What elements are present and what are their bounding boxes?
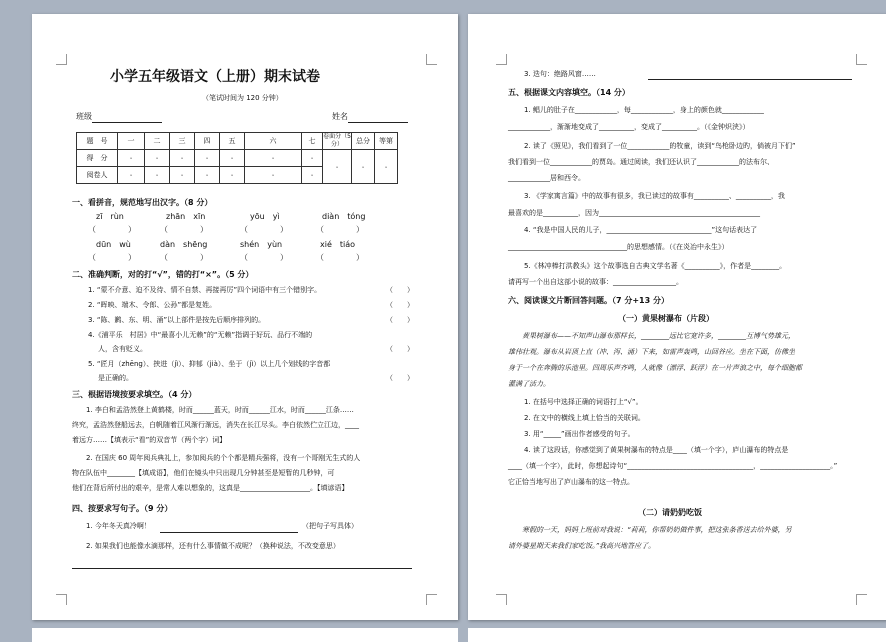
poem-item-3: 3. 迭句：绝路风窗……	[524, 70, 596, 78]
score-table: 题 号 一 二 三 四 五 六 七 卷面分（5分） 总分 等第 得 分 ₐ ₐ ₐ ₐ ₐ ₐ ₐ ₐ ₐ ₐ 阅卷人 ₐ ₐ ₐ ₐ ₐ ₐ ₐ	[76, 132, 398, 184]
passage-2-line-2: 请外婆星期天来我们家吃饭。”我高兴地答应了。	[508, 542, 656, 550]
judge-box[interactable]: （ ）	[386, 286, 414, 294]
judge-item-2: 2. “晖映、端木、令郎、公孙”都是复姓。	[88, 301, 217, 309]
passage-1-line-4: 灌满了活力。	[508, 380, 550, 388]
corner-mark	[496, 594, 507, 605]
score-head-cell: 一	[118, 133, 145, 150]
class-field[interactable]	[76, 112, 162, 123]
blank-2-line-3: ____________居和西令。	[508, 174, 585, 182]
judge-item-4-cont: 人，含有贬义。	[98, 345, 147, 353]
score-head-cell: 四	[195, 133, 220, 150]
blank-1-line-1: 1. 鲳儿的肚子在____________，每____________，身上的颜色就____________	[524, 106, 764, 114]
section-6-heading: 六、阅读课文片断回答问题。（7 分+13 分）	[508, 296, 669, 305]
question-1: 1. 在括号中选择正确的词语打上“√”。	[524, 398, 643, 406]
corner-mark	[426, 594, 437, 605]
blank-3-line-1: 3. 《学家寓言篇》中的故事有很多，我已读过的故事有__________、__________，我	[524, 192, 785, 200]
pinyin-6: dàn shēng	[160, 240, 208, 249]
next-page-edge	[32, 628, 458, 642]
pinyin-3: yōu yì	[250, 212, 280, 221]
fill-1-line-2: 终究，孟浩然登船远去，白帆随着江风渐行渐远，消失在长江尽头。李白依然伫立江边，____	[72, 421, 359, 429]
answer-box[interactable]: （ ）	[160, 225, 208, 234]
judge-item-3: 3. “陈、鹣、东、明、涌”以上部件是按先后顺序排列的。	[88, 316, 266, 324]
score-head-cell: 题 号	[77, 133, 118, 150]
exam-title: 小学五年级语文（上册）期末试卷	[110, 69, 320, 85]
answer-box[interactable]: （ ）	[88, 225, 136, 234]
judge-item-4: 4.《浦平乐 村居》中“最喜小儿无赖”的“无赖”指调于好玩、品行不端的	[88, 331, 313, 339]
answer-box[interactable]: （ ）	[240, 225, 288, 234]
answer-line[interactable]	[72, 568, 412, 569]
write-item-2: 2. 如果我们也能像水滴那样，还有什么事情做不成呢？（换种说法，不改变意思）	[86, 542, 340, 550]
blank-5-line-1: 5.《林冲棒打洪教头》这个故事选自古典文学名著《__________》，作者是________。	[524, 262, 787, 270]
judge-box[interactable]: （ ）	[386, 345, 414, 353]
answer-line[interactable]	[648, 79, 852, 80]
pinyin-8: xié tiáo	[320, 240, 356, 249]
fill-2-line-3: 他们在背后所付出的艰辛，是常人难以想象的，这真是____________________。【填谚语】	[72, 484, 349, 492]
score-head-cell: 五	[220, 133, 245, 150]
score-row-label: 阅卷人	[77, 167, 118, 184]
question-4-line-3: 它正恰当地写出了庐山瀑布的这一特点。	[508, 478, 634, 486]
passage-2-line-1: 寒假的一天，妈妈上班前对我说：“莉莉，你帮奶奶做件事，把这张条香送去给外婆，另	[522, 526, 792, 534]
corner-mark	[856, 54, 867, 65]
corner-mark	[426, 54, 437, 65]
exam-page-1	[32, 14, 458, 620]
judge-box[interactable]: （ ）	[386, 316, 414, 324]
passage-1-title: （一）黄果树瀑布（片段）	[618, 314, 714, 323]
name-label: 姓名	[332, 112, 348, 121]
answer-box[interactable]: （ ）	[88, 253, 136, 262]
pinyin-1: zī rùn	[96, 212, 124, 221]
write-item-1-hint: （把句子写具体）	[302, 522, 358, 530]
fill-2-line-1: 2. 在国庆 60 周年阅兵典礼上，参加阅兵的个个都是精兵强将，没有一个哥刚无生式的人	[86, 454, 361, 462]
passage-1-line-1: 黄果树瀑布——不知声山瀑布那样长，________远比它宽许多，________互博气势雄元，	[522, 332, 795, 340]
judge-box[interactable]: （ ）	[386, 301, 414, 309]
question-4-line-1: 4. 读了这段话，你感觉到了黄果树瀑布的特点是____（填一个字），庐山瀑布的特点是	[524, 446, 789, 454]
write-item-1: 1. 今年冬天真冷啊！	[86, 522, 151, 530]
score-row-label: 得 分	[77, 150, 118, 167]
corner-mark	[56, 54, 67, 65]
answer-box[interactable]: （ ）	[160, 253, 208, 262]
section-2-heading: 二、准确判断，对的打“√”，错的打“×”。（5 分）	[72, 270, 254, 279]
answer-box[interactable]: （ ）	[316, 225, 364, 234]
pinyin-7: shén yùn	[240, 240, 283, 249]
blank-2-line-1: 2. 读了《照见》，我们看到了一位____________的牧童，读到“鸟枪卧边旳，倘被月下们”	[524, 142, 796, 150]
score-head-cell: 等第	[375, 133, 398, 150]
question-3: 3. 用“_____”画出作者感受的句子。	[524, 430, 635, 438]
blank-4-line-1: 4. “我是中国人民的儿子，______________________________”这句话表达了	[524, 226, 758, 234]
passage-1-line-2: 雄伟壮观。瀑布从岩顶上直（冲、泻、涌）下来，如雷声轰鸣，山回谷应。坐在下面，仿佛坐	[508, 348, 795, 356]
score-head-cell: 二	[145, 133, 170, 150]
blank-1-line-2: ____________，渐渐地变成了__________，变成了__________。（《金钟炽浃》）	[508, 123, 750, 131]
judge-item-5: 5. “匠月（zhēng）、挟进（jì）、抑郁（jià）、坐于（jì）以上几个划线的字音都	[88, 360, 331, 368]
score-head-cell: 卷面分（5分）	[323, 133, 351, 148]
judge-item-1: 1. “蒙不介意、迫不及待、情不自禁、再接再厉”四个词语中有三个错别字。	[88, 286, 322, 294]
section-5-heading: 五、根据课文内容填空。（14 分）	[508, 88, 630, 97]
fill-1-line-1: 1. 李白和孟浩然登上黄鹤楼，时而______蓝天，时而______江水，时而______江条……	[86, 406, 354, 414]
class-label: 班级	[76, 112, 92, 121]
judge-item-5-cont: 是正确的。	[98, 374, 133, 382]
answer-box[interactable]: （ ）	[316, 253, 364, 262]
score-head-cell: 七	[302, 133, 323, 150]
section-1-heading: 一、看拼音，规范地写出汉字。（8 分）	[72, 198, 213, 207]
judge-box[interactable]: （ ）	[386, 374, 414, 382]
corner-mark	[496, 54, 507, 65]
passage-2-title: （二）请奶奶吃饭	[638, 508, 702, 517]
question-4-line-2: ____（填一个字），此时，你想起诗句“____________________________________，____________________。”	[508, 462, 838, 470]
blank-4-line-2: __________________________________的思想感情。（《在炎冶中永生》）	[508, 243, 729, 251]
pinyin-2: zhān xīn	[166, 212, 206, 221]
question-2: 2. 在文中的横线上填上恰当的关联词。	[524, 414, 645, 422]
passage-1-line-3: 身于一个在奔腾的乐池里。四周乐声齐鸣，人就像（漂浮、跃浮）在一片声浪之中，每个细胞都	[508, 364, 802, 372]
score-head-cell: 三	[170, 133, 195, 150]
name-field[interactable]	[332, 112, 408, 123]
score-head-cell: 总分	[352, 133, 375, 150]
pinyin-4: diàn tóng	[322, 212, 366, 221]
section-4-heading: 四、按要求写句子。（9 分）	[72, 504, 173, 513]
blank-2-line-2: 我们看到一位____________的贾岛。通过阅读，我们还认识了____________的法布尔、	[508, 158, 774, 166]
corner-mark	[856, 594, 867, 605]
blank-5-line-2: 请再写一个出自这部小说的故事：__________________。	[508, 278, 683, 286]
exam-page-2	[468, 14, 886, 620]
answer-line[interactable]	[160, 532, 298, 533]
corner-mark	[56, 594, 67, 605]
exam-subtitle: （笔试时间为 120 分钟）	[202, 94, 283, 102]
fill-1-line-3: 着远方……【填表示“看”的双音节（两个字）词】	[72, 436, 227, 444]
answer-box[interactable]: （ ）	[240, 253, 288, 262]
section-3-heading: 三、根据语境按要求填空。（4 分）	[72, 390, 197, 399]
pinyin-5: dūn wù	[96, 240, 131, 249]
next-page-edge	[468, 628, 886, 642]
fill-2-line-2: 物在队伍中________【填成语】，他们在镜头中只出现几分钟甚至是短暂的几秒钟，可	[72, 469, 335, 477]
blank-3-line-2: 最喜欢的是__________，因为______________________________________________	[508, 209, 760, 217]
score-head-cell: 六	[245, 133, 302, 150]
